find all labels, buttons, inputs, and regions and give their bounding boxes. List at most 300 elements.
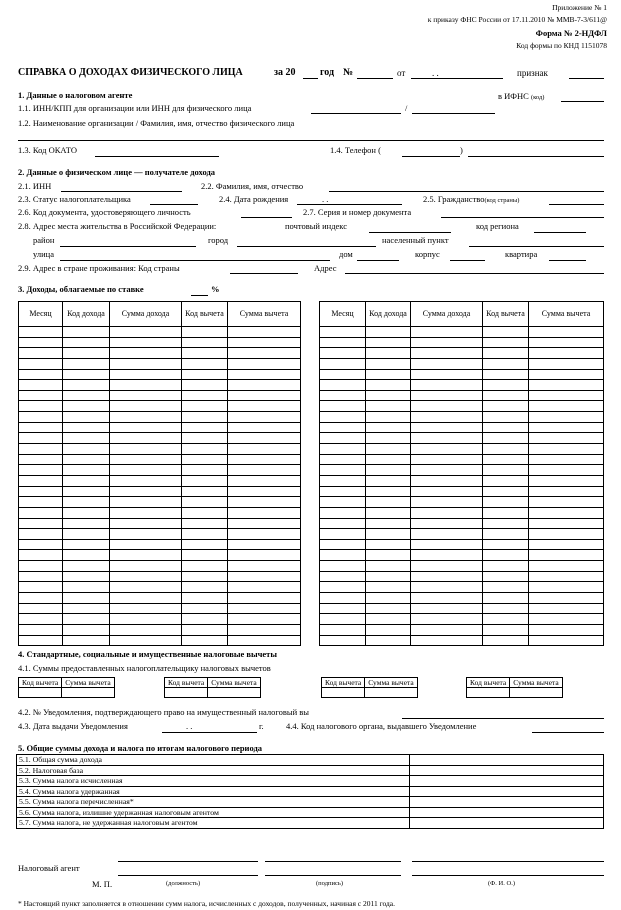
income-cell[interactable] [228,327,301,338]
income-cell[interactable] [19,369,63,380]
income-cell[interactable] [483,518,529,529]
income-cell[interactable] [366,582,411,593]
income-cell[interactable] [529,401,604,412]
income-cell[interactable] [19,380,63,391]
income-cell[interactable] [110,465,182,476]
income-cell[interactable] [320,593,366,604]
income-cell[interactable] [411,390,483,401]
income-cell[interactable] [483,593,529,604]
income-cell[interactable] [366,529,411,540]
income-cell[interactable] [110,401,182,412]
income-cell[interactable] [19,412,63,423]
income-cell[interactable] [411,624,483,635]
date-field[interactable] [411,78,503,79]
income-cell[interactable] [182,412,228,423]
income-cell[interactable] [483,401,529,412]
income-cell[interactable] [483,539,529,550]
income-cell[interactable] [320,337,366,348]
phone-number-field[interactable] [468,156,604,157]
income-cell[interactable] [63,380,110,391]
income-cell[interactable] [320,327,366,338]
income-cell[interactable] [320,454,366,465]
income-cell[interactable] [529,529,604,540]
income-cell[interactable] [529,358,604,369]
ifns-code-field[interactable] [561,101,604,102]
income-cell[interactable] [411,433,483,444]
income-cell[interactable] [411,518,483,529]
income-cell[interactable] [19,571,63,582]
income-cell[interactable] [228,369,301,380]
income-cell[interactable] [63,444,110,455]
income-cell[interactable] [320,614,366,625]
tax-authority-code-field[interactable] [532,732,604,733]
income-cell[interactable] [529,369,604,380]
income-cell[interactable] [366,380,411,391]
income-cell[interactable] [320,422,366,433]
income-cell[interactable] [228,380,301,391]
income-cell[interactable] [228,358,301,369]
income-cell[interactable] [228,454,301,465]
income-cell[interactable] [182,444,228,455]
district-field[interactable] [60,246,196,247]
region-code-field[interactable] [534,232,586,233]
income-cell[interactable] [411,486,483,497]
income-cell[interactable] [19,401,63,412]
income-cell[interactable] [228,593,301,604]
income-cell[interactable] [182,550,228,561]
income-cell[interactable] [483,614,529,625]
income-cell[interactable] [483,497,529,508]
income-cell[interactable] [63,550,110,561]
income-cell[interactable] [529,380,604,391]
income-cell[interactable] [320,475,366,486]
income-cell[interactable] [411,635,483,646]
income-cell[interactable] [411,475,483,486]
income-cell[interactable] [228,539,301,550]
income-cell[interactable] [529,603,604,614]
income-cell[interactable] [411,507,483,518]
income-cell[interactable] [320,561,366,572]
total-row-value[interactable] [410,755,604,766]
income-cell[interactable] [366,561,411,572]
income-cell[interactable] [483,465,529,476]
income-cell[interactable] [63,518,110,529]
income-cell[interactable] [19,624,63,635]
signature-field[interactable] [265,875,401,876]
income-cell[interactable] [63,454,110,465]
income-cell[interactable] [366,433,411,444]
income-cell[interactable] [110,369,182,380]
income-cell[interactable] [110,593,182,604]
income-cell[interactable] [63,582,110,593]
income-cell[interactable] [182,327,228,338]
income-cell[interactable] [19,518,63,529]
income-cell[interactable] [110,550,182,561]
income-cell[interactable] [411,582,483,593]
income-cell[interactable] [110,507,182,518]
income-cell[interactable] [366,507,411,518]
income-cell[interactable] [110,614,182,625]
income-cell[interactable] [411,603,483,614]
income-cell[interactable] [529,507,604,518]
income-cell[interactable] [228,348,301,359]
income-cell[interactable] [19,454,63,465]
income-cell[interactable] [182,358,228,369]
income-cell[interactable] [228,635,301,646]
income-cell[interactable] [529,561,604,572]
income-cell[interactable] [182,614,228,625]
income-cell[interactable] [110,380,182,391]
okato-field[interactable] [95,156,219,157]
income-cell[interactable] [320,550,366,561]
income-cell[interactable] [529,582,604,593]
income-cell[interactable] [320,486,366,497]
income-cell[interactable] [411,369,483,380]
income-cell[interactable] [366,550,411,561]
income-cell[interactable] [110,486,182,497]
income-cell[interactable] [182,337,228,348]
income-cell[interactable] [19,497,63,508]
income-cell[interactable] [228,390,301,401]
income-cell[interactable] [366,327,411,338]
income-cell[interactable] [182,507,228,518]
income-cell[interactable] [63,529,110,540]
income-cell[interactable] [63,337,110,348]
income-cell[interactable] [366,475,411,486]
income-cell[interactable] [182,571,228,582]
income-cell[interactable] [483,444,529,455]
income-cell[interactable] [63,369,110,380]
income-cell[interactable] [110,337,182,348]
income-cell[interactable] [63,412,110,423]
kpp-field[interactable] [412,113,495,114]
income-cell[interactable] [483,624,529,635]
income-cell[interactable] [228,624,301,635]
income-cell[interactable] [366,348,411,359]
income-cell[interactable] [483,529,529,540]
income-cell[interactable] [529,614,604,625]
income-cell[interactable] [366,337,411,348]
income-cell[interactable] [411,422,483,433]
income-cell[interactable] [483,380,529,391]
deduction-sum-cell[interactable] [365,688,418,698]
income-cell[interactable] [411,571,483,582]
residence-country-field[interactable] [230,273,298,274]
income-cell[interactable] [228,475,301,486]
income-cell[interactable] [182,475,228,486]
income-cell[interactable] [529,422,604,433]
income-cell[interactable] [320,412,366,423]
income-cell[interactable] [182,561,228,572]
income-cell[interactable] [63,390,110,401]
income-cell[interactable] [366,358,411,369]
income-cell[interactable] [320,465,366,476]
income-cell[interactable] [228,529,301,540]
income-cell[interactable] [411,401,483,412]
income-cell[interactable] [19,603,63,614]
income-cell[interactable] [19,390,63,401]
income-cell[interactable] [110,518,182,529]
notification-date-field[interactable] [162,732,257,733]
income-cell[interactable] [19,529,63,540]
income-cell[interactable] [182,486,228,497]
income-cell[interactable] [529,539,604,550]
income-cell[interactable] [228,486,301,497]
income-cell[interactable] [366,412,411,423]
income-cell[interactable] [19,348,63,359]
income-cell[interactable] [182,518,228,529]
recipient-name-field[interactable] [329,191,604,192]
income-cell[interactable] [110,348,182,359]
income-cell[interactable] [320,369,366,380]
document-number-field[interactable] [441,217,604,218]
income-cell[interactable] [483,337,529,348]
income-cell[interactable] [411,465,483,476]
income-cell[interactable] [411,412,483,423]
income-cell[interactable] [320,380,366,391]
income-cell[interactable] [110,582,182,593]
inn-field[interactable] [311,113,401,114]
income-cell[interactable] [411,614,483,625]
income-cell[interactable] [63,614,110,625]
income-cell[interactable] [529,337,604,348]
income-cell[interactable] [366,593,411,604]
income-cell[interactable] [366,614,411,625]
income-cell[interactable] [228,337,301,348]
income-cell[interactable] [182,348,228,359]
income-cell[interactable] [110,433,182,444]
income-cell[interactable] [110,571,182,582]
income-cell[interactable] [110,529,182,540]
income-cell[interactable] [110,561,182,572]
recipient-inn-field[interactable] [61,191,182,192]
income-cell[interactable] [63,465,110,476]
income-cell[interactable] [182,624,228,635]
income-cell[interactable] [320,539,366,550]
total-row-value[interactable] [410,776,604,787]
citizenship-field[interactable] [549,204,604,205]
income-cell[interactable] [110,390,182,401]
income-cell[interactable] [320,582,366,593]
income-cell[interactable] [320,635,366,646]
income-cell[interactable] [366,603,411,614]
income-cell[interactable] [529,518,604,529]
income-cell[interactable] [483,603,529,614]
income-cell[interactable] [320,433,366,444]
deduction-sum-cell[interactable] [510,688,563,698]
income-cell[interactable] [529,348,604,359]
income-cell[interactable] [411,593,483,604]
income-cell[interactable] [529,486,604,497]
income-cell[interactable] [110,444,182,455]
income-cell[interactable] [366,486,411,497]
birth-date-field[interactable] [297,204,402,205]
income-cell[interactable] [228,422,301,433]
income-cell[interactable] [110,422,182,433]
income-cell[interactable] [529,550,604,561]
income-cell[interactable] [63,571,110,582]
income-cell[interactable] [483,475,529,486]
income-cell[interactable] [320,571,366,582]
status-field[interactable] [150,204,198,205]
income-cell[interactable] [19,635,63,646]
income-cell[interactable] [320,390,366,401]
income-cell[interactable] [483,507,529,518]
signature-field-upper[interactable] [265,861,401,862]
income-cell[interactable] [182,539,228,550]
income-cell[interactable] [228,433,301,444]
income-cell[interactable] [182,465,228,476]
income-cell[interactable] [228,614,301,625]
income-cell[interactable] [529,433,604,444]
deduction-sum-cell[interactable] [208,688,261,698]
income-cell[interactable] [228,561,301,572]
income-cell[interactable] [19,337,63,348]
income-cell[interactable] [483,369,529,380]
income-cell[interactable] [182,369,228,380]
income-cell[interactable] [19,444,63,455]
income-cell[interactable] [63,507,110,518]
income-cell[interactable] [529,593,604,604]
income-cell[interactable] [182,433,228,444]
income-cell[interactable] [182,390,228,401]
deduction-code-cell[interactable] [322,688,365,698]
income-cell[interactable] [182,582,228,593]
income-cell[interactable] [19,465,63,476]
income-cell[interactable] [110,454,182,465]
income-cell[interactable] [182,401,228,412]
income-cell[interactable] [19,539,63,550]
income-cell[interactable] [411,358,483,369]
income-cell[interactable] [411,550,483,561]
income-cell[interactable] [529,475,604,486]
income-cell[interactable] [63,401,110,412]
income-cell[interactable] [366,518,411,529]
income-cell[interactable] [483,422,529,433]
income-cell[interactable] [110,635,182,646]
income-cell[interactable] [320,507,366,518]
income-cell[interactable] [483,433,529,444]
income-cell[interactable] [110,539,182,550]
income-cell[interactable] [483,348,529,359]
attribute-field[interactable] [569,78,604,79]
residence-address-field[interactable] [345,273,604,274]
income-cell[interactable] [110,475,182,486]
income-cell[interactable] [228,571,301,582]
income-cell[interactable] [366,390,411,401]
income-cell[interactable] [411,561,483,572]
income-cell[interactable] [63,475,110,486]
income-cell[interactable] [529,327,604,338]
income-cell[interactable] [320,529,366,540]
income-cell[interactable] [19,561,63,572]
street-field[interactable] [60,260,330,261]
income-cell[interactable] [366,401,411,412]
position-field-upper[interactable] [118,861,258,862]
city-field[interactable] [237,246,376,247]
total-row-value[interactable] [410,765,604,776]
income-cell[interactable] [320,401,366,412]
income-cell[interactable] [182,454,228,465]
income-cell[interactable] [110,624,182,635]
settlement-field[interactable] [469,246,604,247]
income-cell[interactable] [63,358,110,369]
income-cell[interactable] [366,444,411,455]
income-cell[interactable] [483,412,529,423]
income-cell[interactable] [366,369,411,380]
income-cell[interactable] [483,550,529,561]
total-row-value[interactable] [410,797,604,808]
income-cell[interactable] [366,422,411,433]
income-cell[interactable] [228,444,301,455]
apartment-field[interactable] [549,260,586,261]
income-cell[interactable] [320,603,366,614]
income-cell[interactable] [483,486,529,497]
income-cell[interactable] [483,358,529,369]
income-cell[interactable] [182,603,228,614]
name-field[interactable] [412,875,604,876]
income-cell[interactable] [182,593,228,604]
name-field-upper[interactable] [412,861,604,862]
tax-rate-field[interactable] [191,295,208,296]
income-cell[interactable] [529,497,604,508]
deduction-code-cell[interactable] [19,688,62,698]
income-cell[interactable] [63,624,110,635]
building-field[interactable] [450,260,485,261]
income-cell[interactable] [228,412,301,423]
income-cell[interactable] [411,327,483,338]
deduction-code-cell[interactable] [467,688,510,698]
income-cell[interactable] [19,550,63,561]
income-cell[interactable] [19,507,63,518]
income-cell[interactable] [411,348,483,359]
income-cell[interactable] [19,486,63,497]
income-cell[interactable] [63,433,110,444]
deduction-sum-cell[interactable] [62,688,115,698]
agent-name-field[interactable] [18,140,604,141]
income-cell[interactable] [483,390,529,401]
income-cell[interactable] [411,529,483,540]
income-cell[interactable] [320,497,366,508]
postal-code-field[interactable] [369,232,451,233]
income-cell[interactable] [411,337,483,348]
income-cell[interactable] [63,561,110,572]
income-cell[interactable] [110,497,182,508]
total-row-value[interactable] [410,786,604,797]
income-cell[interactable] [19,358,63,369]
income-cell[interactable] [19,422,63,433]
deduction-code-cell[interactable] [165,688,208,698]
total-row-value[interactable] [410,818,604,829]
income-cell[interactable] [529,465,604,476]
income-cell[interactable] [228,497,301,508]
number-field[interactable] [357,78,393,79]
income-cell[interactable] [483,635,529,646]
income-cell[interactable] [529,412,604,423]
income-cell[interactable] [63,497,110,508]
year-field[interactable] [303,78,318,79]
income-cell[interactable] [529,571,604,582]
income-cell[interactable] [529,635,604,646]
income-cell[interactable] [366,454,411,465]
income-cell[interactable] [411,454,483,465]
income-cell[interactable] [529,454,604,465]
income-cell[interactable] [529,390,604,401]
income-cell[interactable] [228,507,301,518]
income-cell[interactable] [63,327,110,338]
income-cell[interactable] [366,465,411,476]
income-cell[interactable] [366,497,411,508]
